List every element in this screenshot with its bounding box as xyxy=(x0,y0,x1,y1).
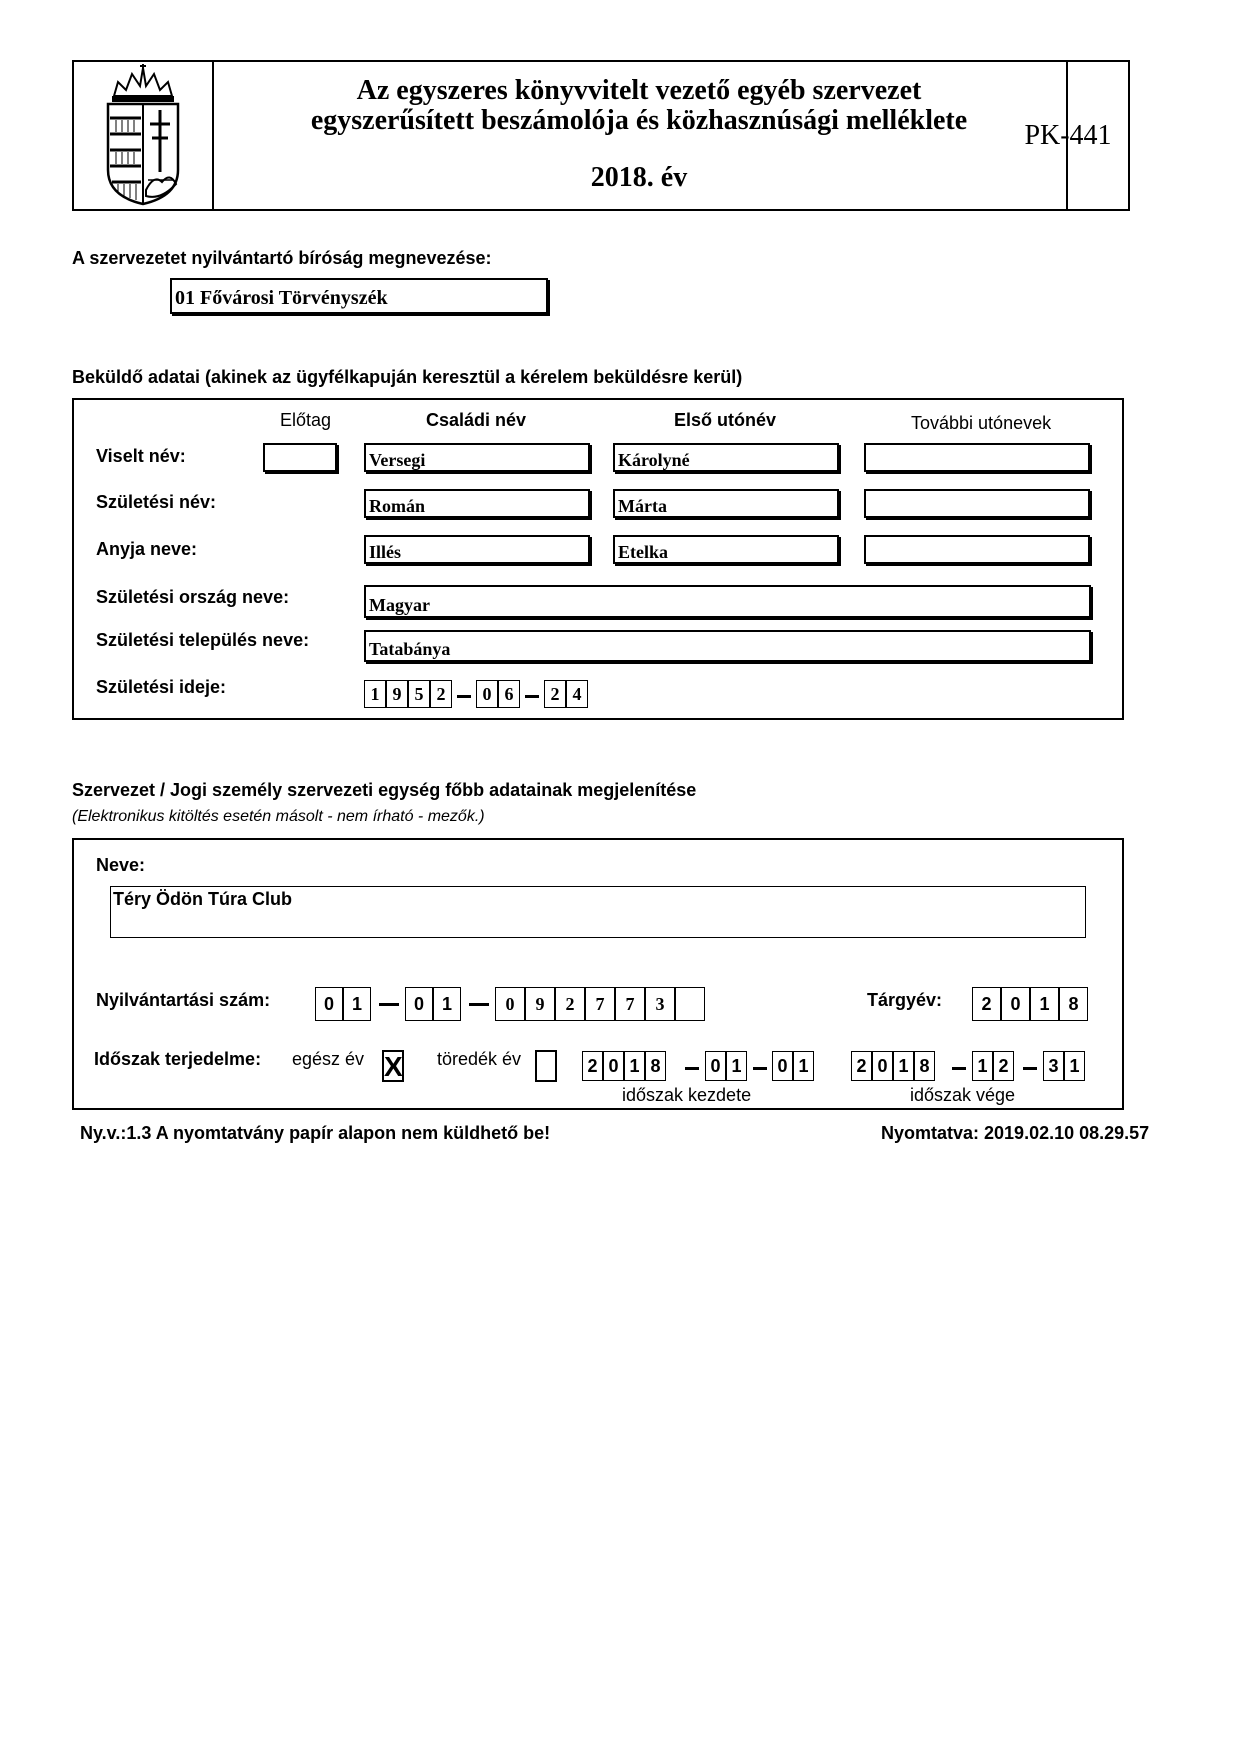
end-digit: 1 xyxy=(972,1051,993,1081)
end-digit: 2 xyxy=(851,1051,872,1081)
start-digit: 1 xyxy=(624,1051,645,1081)
date-dash xyxy=(685,1067,699,1070)
form-title xyxy=(212,62,1068,209)
name-prefix-field[interactable] xyxy=(263,443,337,472)
reg-number-label: Nyilvántartási szám: xyxy=(96,990,271,1010)
birth-date-digit: 5 xyxy=(408,680,430,708)
start-digit: 1 xyxy=(793,1051,814,1081)
birth-date-digit: 0 xyxy=(476,680,498,708)
birth-date-digit: 4 xyxy=(566,680,588,708)
mother-family-field[interactable]: Illés xyxy=(364,535,590,564)
reg-digit: 7 xyxy=(585,987,615,1021)
end-digit: 0 xyxy=(872,1051,893,1081)
reg-number-field[interactable] xyxy=(315,987,715,1021)
court-label: A szervezetet nyilvántartó bíróság megnevezése: xyxy=(72,248,492,268)
year-digit: 0 xyxy=(1001,987,1030,1021)
row-date-label: Születési ideje: xyxy=(96,677,227,697)
start-digit: 8 xyxy=(645,1051,666,1081)
reg-digit: 0 xyxy=(315,987,343,1021)
birth-date-digit: 2 xyxy=(430,680,452,708)
row-name-label: Viselt név: xyxy=(96,446,186,466)
end-digit: 3 xyxy=(1043,1051,1064,1081)
end-digit: 2 xyxy=(993,1051,1014,1081)
start-digit: 1 xyxy=(726,1051,747,1081)
birth-date-digit: 6 xyxy=(498,680,520,708)
reg-digit: 1 xyxy=(433,987,461,1021)
form-header xyxy=(72,60,1130,211)
whole-year-label: egész év xyxy=(292,1049,365,1069)
start-digit: 0 xyxy=(603,1051,624,1081)
start-digit: 2 xyxy=(582,1051,603,1081)
subject-year-label: Tárgyév: xyxy=(867,990,943,1010)
period-label: Időszak terjedelme: xyxy=(94,1049,262,1069)
footer-version-note: Ny.v.:1.3 A nyomtatvány papír alapon nem küldhető be! xyxy=(80,1123,551,1143)
date-dash xyxy=(457,695,471,698)
period-end-caption: időszak vége xyxy=(910,1085,1016,1105)
period-start-caption: időszak kezdete xyxy=(622,1085,752,1105)
subject-year-field[interactable] xyxy=(972,987,1096,1021)
mother-first-field[interactable]: Etelka xyxy=(613,535,839,564)
title-line-1: Az egyszeres könyvvitelt vezető egyéb szervezet xyxy=(356,75,922,106)
birth-country-field[interactable]: Magyar xyxy=(364,585,1091,618)
reg-digit: 0 xyxy=(495,987,525,1021)
title-line-2: egyszerűsített beszámolója és közhasznúsági melléklete xyxy=(310,105,968,136)
row-city-label: Születési település neve: xyxy=(96,630,310,650)
row-birth-name-label: Születési név: xyxy=(96,492,217,512)
period-end-field[interactable] xyxy=(851,1051,1101,1081)
end-digit: 1 xyxy=(1064,1051,1085,1081)
org-section-title: Szervezet / Jogi személy szervezeti egység főbb adatainak megjelenítése xyxy=(72,780,697,800)
reg-digit: 9 xyxy=(525,987,555,1021)
date-dash xyxy=(1023,1067,1037,1070)
hungarian-coat-of-arms-icon xyxy=(74,62,214,209)
partial-year-checkbox[interactable] xyxy=(535,1050,557,1082)
date-dash xyxy=(753,1067,767,1070)
form-year: 2018. év xyxy=(590,162,688,193)
row-mother-label: Anyja neve: xyxy=(96,539,198,559)
birth-date-field[interactable] xyxy=(364,680,594,710)
birth-city-field[interactable]: Tatabánya xyxy=(364,630,1091,662)
year-digit: 8 xyxy=(1059,987,1088,1021)
birth-family-field[interactable]: Román xyxy=(364,489,590,518)
reg-digit: 7 xyxy=(615,987,645,1021)
reg-digit: 1 xyxy=(343,987,371,1021)
period-start-field[interactable] xyxy=(582,1051,832,1081)
birth-first-field[interactable]: Márta xyxy=(613,489,839,518)
partial-year-label: töredék év xyxy=(437,1049,522,1069)
reg-digit xyxy=(675,987,705,1021)
birth-date-digit: 1 xyxy=(364,680,386,708)
birth-other-field[interactable] xyxy=(864,489,1090,518)
end-digit: 1 xyxy=(893,1051,914,1081)
col-family-name: Családi név xyxy=(426,410,527,430)
mother-other-field[interactable] xyxy=(864,535,1090,564)
reg-digit: 0 xyxy=(405,987,433,1021)
end-digit: 8 xyxy=(914,1051,935,1081)
start-digit: 0 xyxy=(705,1051,726,1081)
col-first-name: Első utónév xyxy=(674,410,777,430)
name-family-field[interactable]: Versegi xyxy=(364,443,590,472)
year-digit: 2 xyxy=(972,987,1001,1021)
reg-dash xyxy=(469,1003,489,1006)
birth-date-digit: 9 xyxy=(386,680,408,708)
reg-digit: 3 xyxy=(645,987,675,1021)
year-digit: 1 xyxy=(1030,987,1059,1021)
row-country-label: Születési ország neve: xyxy=(96,587,290,607)
col-other-names: További utónevek xyxy=(911,413,1052,433)
whole-year-checkbox[interactable]: X xyxy=(384,1051,403,1082)
col-prefix: Előtag xyxy=(280,410,332,430)
name-first-field[interactable]: Károlyné xyxy=(613,443,839,472)
org-section-note: (Elektronikus kitöltés esetén másolt - nem írható - mezők.) xyxy=(72,808,485,825)
footer-print-time: Nyomtatva: 2019.02.10 08.29.57 xyxy=(881,1123,1150,1143)
name-other-field[interactable] xyxy=(864,443,1090,472)
reg-dash xyxy=(379,1003,399,1006)
date-dash xyxy=(525,695,539,698)
birth-date-digit: 2 xyxy=(544,680,566,708)
org-name-label: Neve: xyxy=(96,855,146,875)
sender-section-title: Beküldő adatai (akinek az ügyfélkapuján keresztül a kérelem beküldésre kerül) xyxy=(72,367,743,387)
form-code: PK-441 xyxy=(1024,119,1112,151)
org-name-field[interactable]: Téry Ödön Túra Club xyxy=(110,886,1086,938)
court-field[interactable]: 01 Fővárosi Törvényszék xyxy=(170,278,548,314)
reg-digit: 2 xyxy=(555,987,585,1021)
date-dash xyxy=(952,1067,966,1070)
start-digit: 0 xyxy=(772,1051,793,1081)
